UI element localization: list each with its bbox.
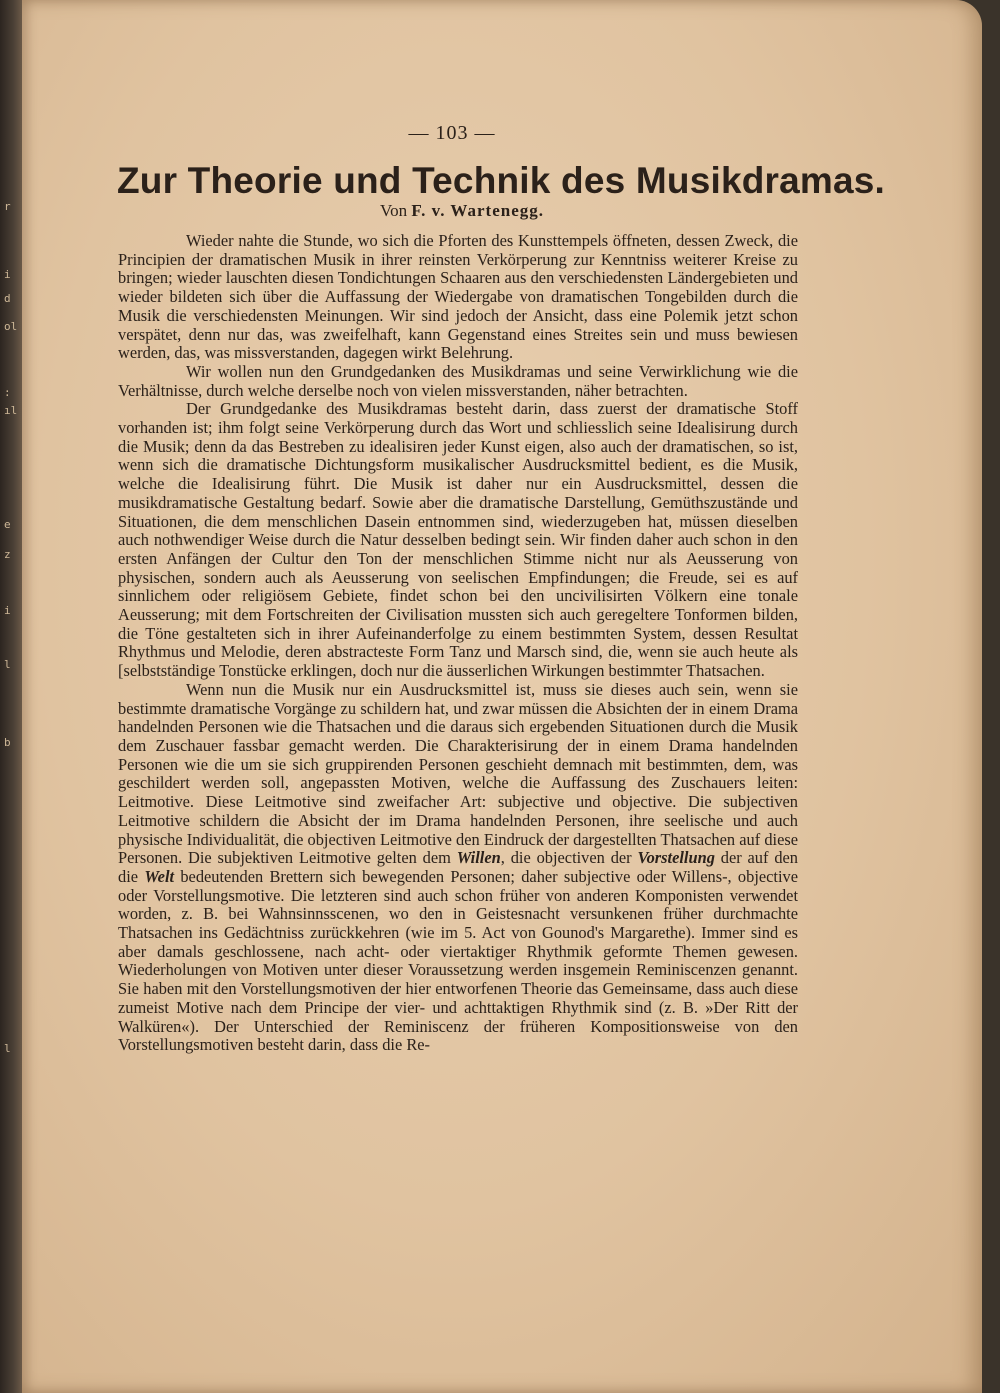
paragraph-2 xyxy=(118,363,798,400)
binding-mark: l xyxy=(4,1042,11,1055)
byline-author: F. v. Wartenegg. xyxy=(411,201,544,220)
emphasized-term: Welt xyxy=(144,866,175,886)
paragraph-text: Wieder nahte die Stunde, wo sich die Pforten des Kunsttempels öffneten, dessen Zweck, die Principien der dramatischen Musik in ihrer reinsten Verkörperung zur Kenntniss weiterer Kreise zu bringen; wieder lauschten diesen Tondichtungen Schaaren aus den verschiedensten Ländergebieten und wieder bildeten sich über die Auffassung der Wiedergabe von dramatischen Tongebilden durch die Musik die verschiedensten Meinungen. Wir sind jedoch der Ansicht, dass eine Polemik jetzt schon verspätet, denn nur das, was zweifelhaft, kann Gegenstand eines Streites sein und muss bewiesen werden, das, was missverstanden, dagegen wirkt Belehrung. xyxy=(118,231,798,363)
article-title: Zur Theorie und Technik des Musikdramas. xyxy=(117,160,886,201)
binding-mark: l xyxy=(4,658,11,671)
book-page xyxy=(22,0,982,1393)
byline-prefix: Von xyxy=(380,201,408,220)
paragraph-text: Wenn nun die Musik nur ein Ausdrucksmittel ist, muss sie dieses auch sein, wenn sie bestimmte dramatische Vorgänge zu schildern hat, und zwar müssen die Absichten der in einem Drama handelnden Personen wie die Thatsachen und die daraus sich ergebenden Situationen durch die Musik dem Zuschauer fassbar gemacht werden. Die Charakterisirung der in einem Drama handelnden Personen wie die um sie sich gruppirenden Personen geschieht demnach mit bestimmten, dem, was geschildert werden soll, angepassten Motiven, welche die Auffassung des Zuschauers leiten: Leitmotive. Diese Leitmotive sind zweifacher Art: subjective und objective. Die subjectiven Leitmotive schildern die Absicht der im Drama handelnden Personen, ihre seelische und auch physische Individualität, die objectiven Leitmotive den Eindruck der dargestellten Thatsachen auf diese Personen. Die subjektiven Leitmotive gelten dem xyxy=(118,679,798,868)
paragraph-text: der auf den die xyxy=(118,848,798,886)
paragraph-text: Wir wollen nun den Grundgedanken des Musikdramas und seine Verwirklichung wie die Verhältnisse, durch welche derselbe noch von vielen missverstanden, näher betrachten. xyxy=(118,361,798,400)
paragraph-text: Der Grundgedanke des Musikdramas besteht darin, dass zuerst der dramatische Stoff vorhanden ist; ihm folgt seine Verkörperung durch das Wort und schliesslich seine Idealisirung durch die Musik; denn da das Bestreben zu idealisiren jeder Kunst eigen, also auch der dramatischen, so ist, wenn sich die dramatische Dichtungsform musikalischer Ausdrucksmittel bedient, es die Musik, welche die Idealisirung führt. Die Musik ist daher nur ein Ausdrucksmittel, dessen die musikdramatische Gestaltung bedarf. Sowie aber die dramatische Darstellung, Gemüthszustände und Situationen, die dem menschlichen Dasein entnommen sind, wiederzugeben hat, müssen dieselben auch nothwendiger Weise durch die Natur desselben bedingt sein. Wir finden daher auch schon in den ersten Anfängen der Cultur den Ton der menschlichen Stimme nicht nur als Aeusserung von physischen, sondern auch als Aeusserung von seelischen Empfindungen; die Freude, sei es auf sinnlichem oder religiösem Gebiete, findet schon bei den uncivilisirten Völkern eine tonale Aeusserung; mit dem Fortschreiten der Civilisation mussten sich auch geregeltere Tonformen bilden, die Töne gestalteten sich in ihrer Aufeinanderfolge zu einem bestimmten System, dessen Resultat Rhythmus und Melodie, deren abstracteste Form Tanz und Marsch sind, die, wenn sie auch heute als [selbstständige Tonstücke erklingen, doch nur die äusserlichen Wirkungen bestimmter Thatsachen. xyxy=(118,399,798,681)
binding-mark: i xyxy=(4,604,11,617)
binding-mark: i xyxy=(4,268,11,281)
paragraph-4 xyxy=(118,681,798,1055)
binding-mark: r xyxy=(4,200,11,213)
paragraph-text: , die objectiven der xyxy=(500,848,638,868)
binding-mark: z xyxy=(4,548,11,561)
emphasized-term: Willen xyxy=(456,848,501,868)
paragraph-text: bedeutenden Brettern sich bewegenden Personen; daher subjective oder Willens-, objective oder Vorstellungsmotive. Die letzteren sind auch schon früher von anderen Komponisten verwendet worden, z. B. bei Wahnsinnsscenen, wo den in Geistesnacht versunkenen früher durchmachte Thatsachen ins Gedächtniss zurückkehren (wie im 5. Act von Gounod's Margarethe). Immer sind es aber damals geschlossene, nach acht- oder viertaktiger Rhythmik geformte Themen gewesen. Wiederholungen von Motiven unter dieser Voraussetzung werden insgemein Reminiscenzen genannt. Sie haben mit den Vorstellungsmotiven der hier entworfenen Theorie das Gemeinsame, dass auch diese zumeist Motive nach dem Principe der vier- und achttaktigen Rhythmik sind (z. B. »Der Ritt der Walküren«). Der Unterschied der Reminiscenz der früheren Kompositionsweise von den Vorstellungsmotiven besteht darin, dass die Re- xyxy=(118,866,799,1055)
binding-mark: b xyxy=(4,736,11,749)
binding-mark: ıl xyxy=(4,404,18,417)
paragraph-1 xyxy=(118,232,798,363)
binding-mark: d xyxy=(4,292,11,305)
binding-mark: e xyxy=(4,518,11,531)
article-body xyxy=(118,232,798,1055)
book-binding-edge xyxy=(0,0,22,1393)
binding-mark: : xyxy=(4,386,11,399)
article-byline xyxy=(22,201,902,221)
emphasized-term: Vorstellung xyxy=(637,848,715,868)
page-number: — 103 — xyxy=(408,122,496,144)
paragraph-3 xyxy=(118,400,798,681)
binding-mark: ol xyxy=(4,320,18,333)
